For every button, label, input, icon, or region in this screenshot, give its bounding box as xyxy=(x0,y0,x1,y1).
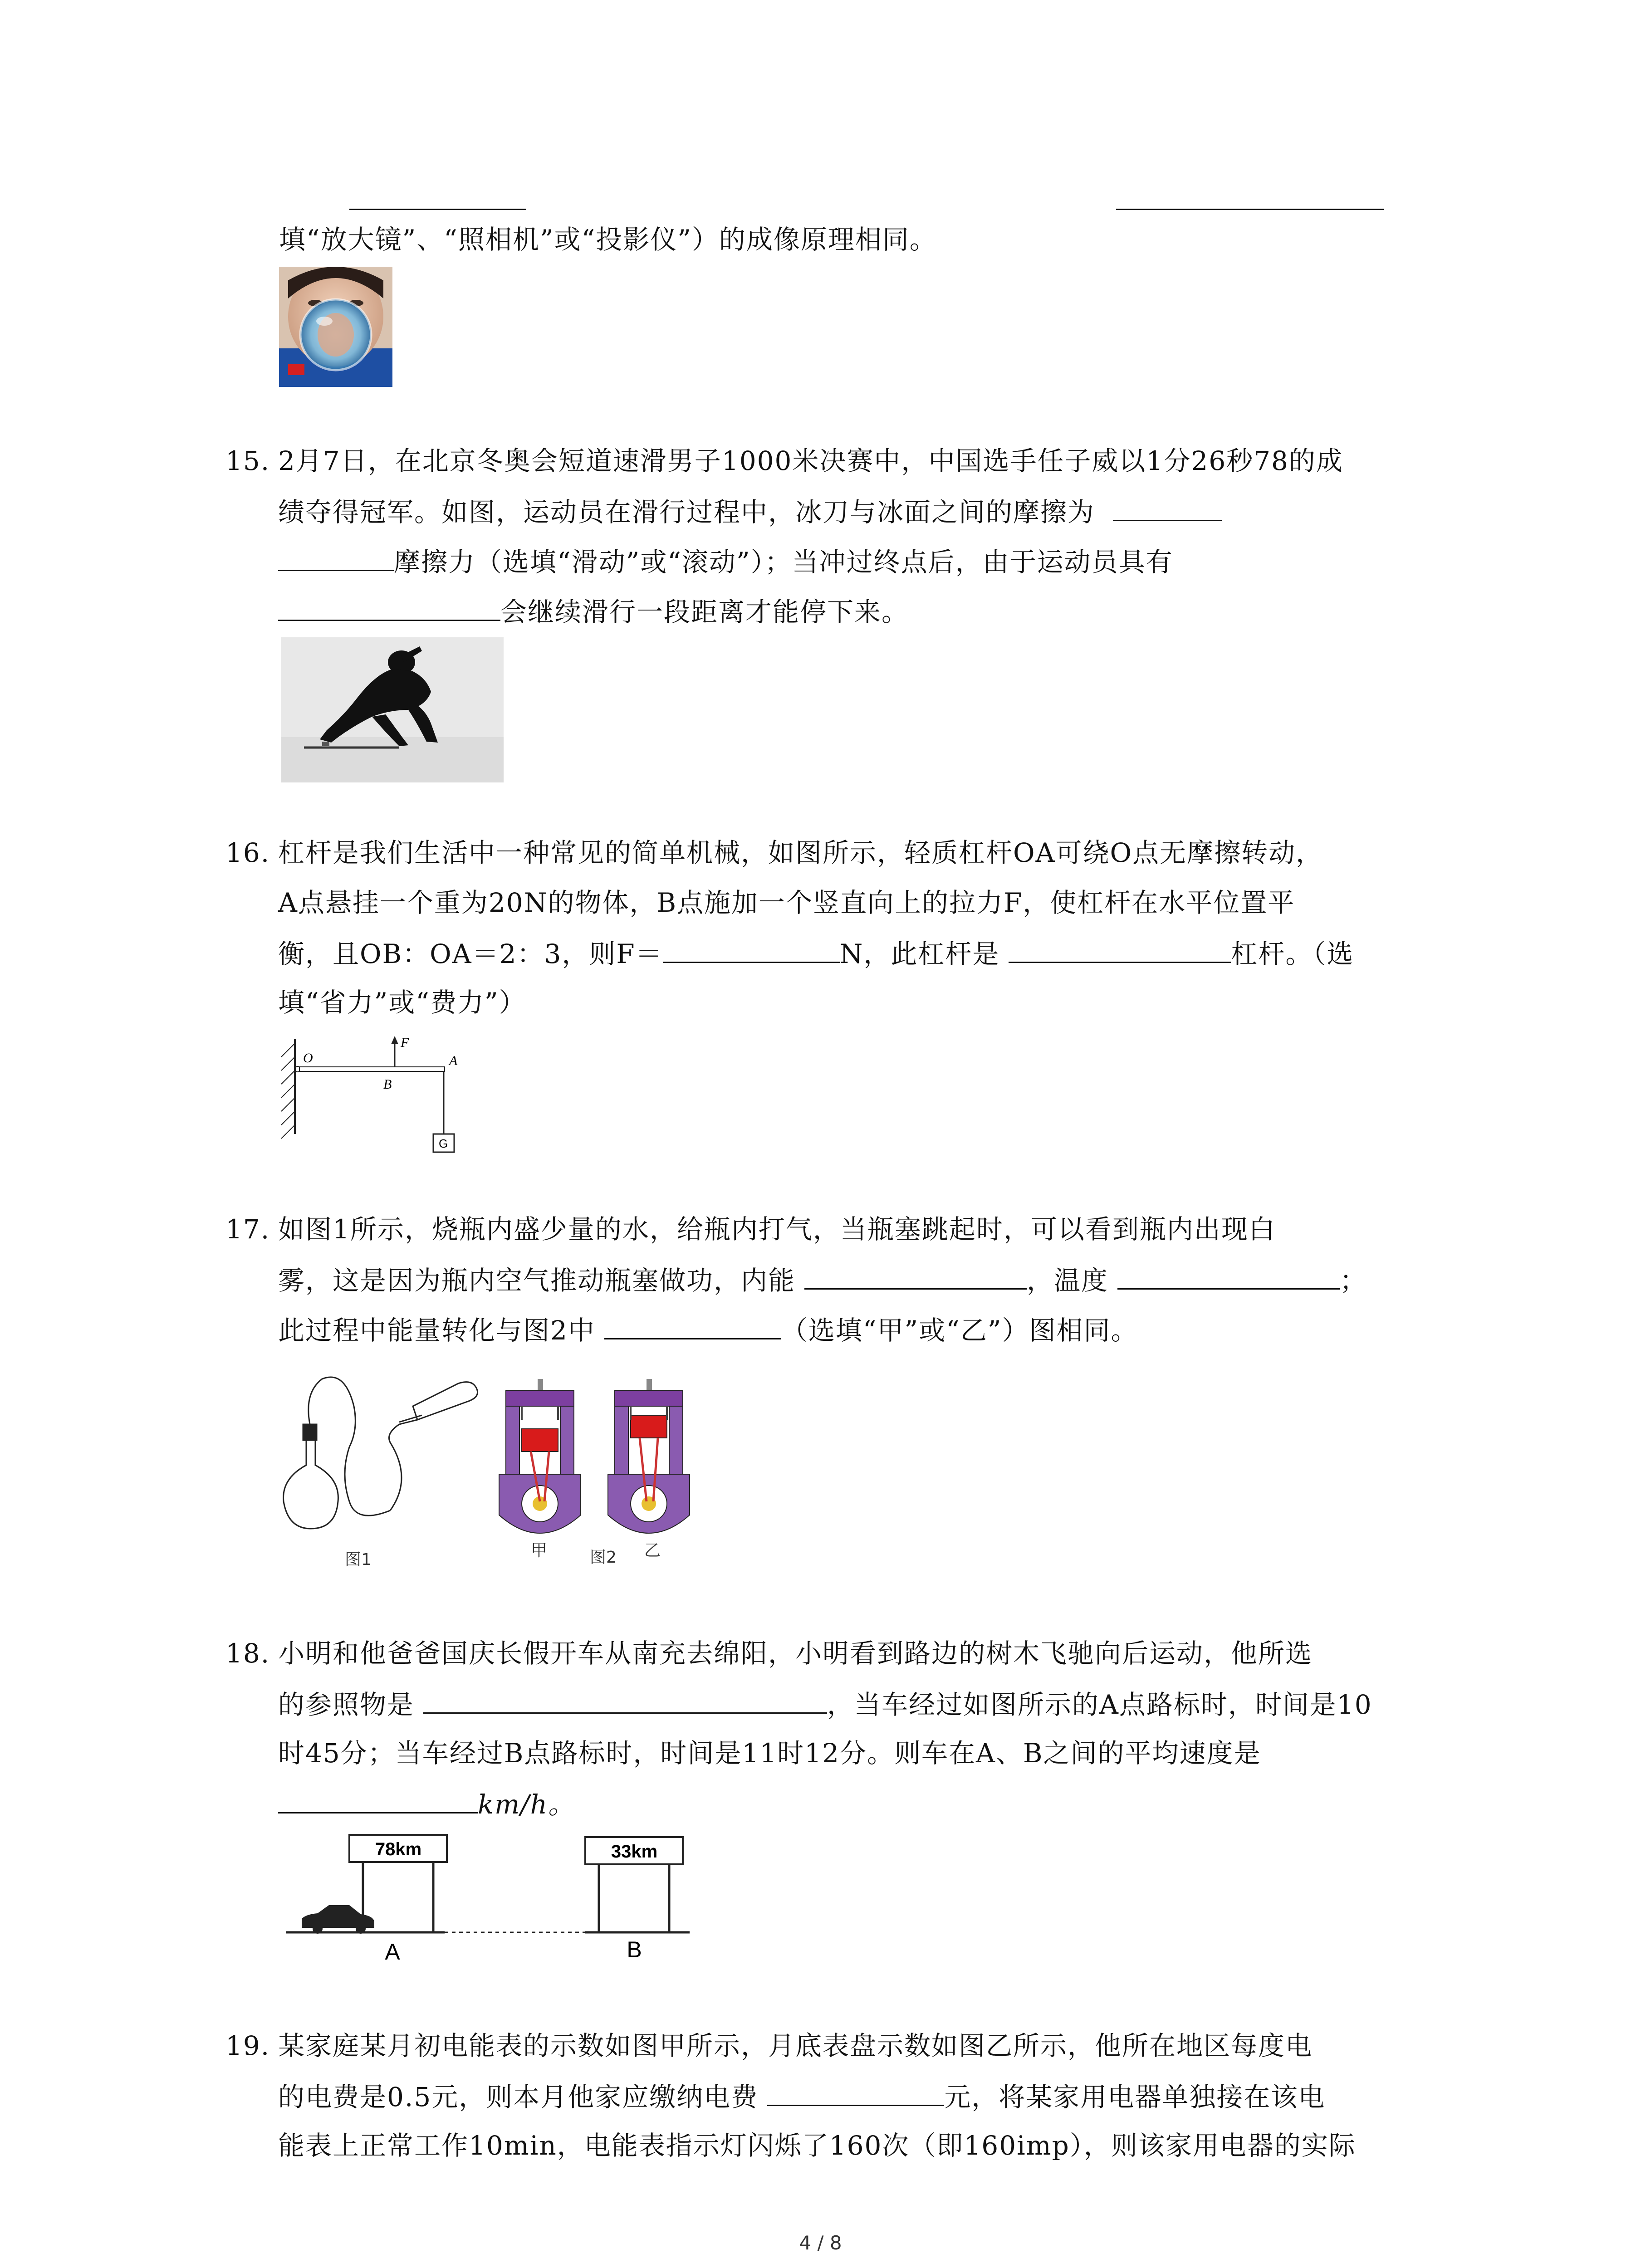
q17-blank-energy[interactable] xyxy=(804,1261,1027,1290)
page-number: 4 / 8 xyxy=(799,2232,842,2254)
q17-fig2-label: 图2 xyxy=(590,1548,617,1567)
q18-line2 xyxy=(278,1685,1372,1723)
q15-text1: 2月7日，在北京冬奥会短道速滑男子1000米决赛中，中国选手任子威以1分26秒78的成 xyxy=(278,445,1343,476)
q15-line1 xyxy=(225,443,1343,479)
q17-text2c: ； xyxy=(1340,1265,1367,1296)
q16-label-A: A xyxy=(449,1053,458,1068)
q18-text1: 小明和他爸爸国庆长假开车从南充去绵阳，小明看到路边的树木飞驰向后运动，他所选 xyxy=(278,1638,1313,1669)
q15-blank-2[interactable] xyxy=(278,592,500,621)
q17-text3a: 此过程中能量转化与图2中 xyxy=(278,1315,595,1346)
q17-engine-yi xyxy=(608,1379,690,1533)
q18-blank-speed[interactable] xyxy=(278,1785,478,1813)
q19-line3: 能表上正常工作10min，电能表指示灯闪烁了160次（即160imp），则该家用电器的实际 xyxy=(278,2130,1356,2161)
q15-line4 xyxy=(278,592,909,630)
q18-line3: 时45分；当车经过B点路标时，时间是11时12分。则车在A、B之间的平均速度是 xyxy=(278,1738,1261,1769)
q16-blank-type[interactable] xyxy=(1009,934,1231,963)
q19-line2 xyxy=(278,2077,1325,2115)
q16-label-B: B xyxy=(383,1077,392,1092)
q17-line2 xyxy=(278,1261,1367,1299)
q15-skater-figure xyxy=(281,637,504,784)
q15-line3 xyxy=(278,543,1173,580)
q14-blank-a[interactable] xyxy=(349,181,526,219)
q16-number: 16. xyxy=(225,837,270,868)
q14-blank-b[interactable] xyxy=(1116,181,1384,219)
q18-sign-a-text: 78km xyxy=(375,1839,422,1859)
q18-road-figure xyxy=(281,1823,708,1970)
q16-text1: 杠杆是我们生活中一种常见的简单机械，如图所示，轻质杠杆OA可绕O点无摩擦转动， xyxy=(278,837,1323,868)
q16-line2: A点悬挂一个重为20N的物体，B点施加一个竖直向上的拉力F，使杠杆在水平位置平 xyxy=(278,887,1295,918)
q18-unit: km/h。 xyxy=(478,1789,576,1820)
q17-flask-figure xyxy=(284,1377,478,1529)
q19-blank-fee[interactable] xyxy=(767,2077,944,2106)
q15-blank-1a[interactable] xyxy=(1113,493,1222,521)
q17-line3 xyxy=(278,1311,1138,1349)
q17-text2a: 雾，这是因为瓶内空气推动瓶塞做功，内能 xyxy=(278,1265,796,1296)
q18-line1 xyxy=(225,1635,1313,1672)
q16-line4: 填“省力”或“费力”） xyxy=(278,987,526,1018)
q17-text2b: ，温度 xyxy=(1027,1265,1109,1296)
q18-blank-reference[interactable] xyxy=(423,1685,827,1714)
q17-text3b: （选填“甲”或“乙”）图相同。 xyxy=(781,1315,1138,1346)
q18-line4 xyxy=(278,1785,575,1823)
q17-yi-label: 乙 xyxy=(644,1541,661,1560)
q19-text2b: 元，将某家用电器单独接在该电 xyxy=(944,2082,1326,2112)
q17-jia-label: 甲 xyxy=(531,1541,548,1560)
q16-label-G: G xyxy=(439,1137,448,1150)
q18-text2a: 的参照物是 xyxy=(278,1689,415,1720)
q17-fig1-label: 图1 xyxy=(345,1550,372,1569)
q16-text3c: 杠杆。（选 xyxy=(1231,938,1354,969)
q16-lever-figure xyxy=(272,1030,472,1168)
q17-figures xyxy=(277,1365,744,1571)
q16-text3a: 衡，且OB：OA＝2：3，则F＝ xyxy=(278,938,663,969)
q15-text4: 会继续滑行一段距离才能停下来。 xyxy=(500,596,909,627)
q18-number: 18. xyxy=(225,1638,270,1669)
q17-text1: 如图1所示，烧瓶内盛少量的水，给瓶内打气，当瓶塞跳起时，可以看到瓶内出现白 xyxy=(278,1214,1276,1245)
q15-number: 15. xyxy=(225,445,270,476)
q15-blank-1b[interactable] xyxy=(278,543,394,571)
q19-text1: 某家庭某月初电能表的示数如图甲所示，月底表盘示数如图乙所示，他所在地区每度电 xyxy=(278,2030,1313,2061)
q15-line2 xyxy=(278,493,1222,530)
q16-line1 xyxy=(225,835,1323,871)
q17-blank-figure[interactable] xyxy=(604,1311,781,1339)
q16-label-F: F xyxy=(401,1035,409,1050)
q14-photo xyxy=(279,267,392,389)
q19-line1 xyxy=(225,2028,1313,2064)
q15-text2: 绩夺得冠军。如图，运动员在滑行过程中，冰刀与冰面之间的摩擦为 xyxy=(278,497,1095,528)
q15-text3: 摩擦力（选填“滑动”或“滚动”）；当冲过终点后，由于运动员具有 xyxy=(394,547,1173,577)
q17-blank-temp[interactable] xyxy=(1117,1261,1340,1290)
q18-label-b: B xyxy=(627,1937,642,1962)
q16-line3 xyxy=(278,934,1354,972)
q19-number: 19. xyxy=(225,2030,270,2061)
q18-text2b: ，当车经过如图所示的A点路标时，时间是10 xyxy=(827,1689,1372,1720)
q19-text2a: 的电费是0.5元，则本月他家应缴纳电费 xyxy=(278,2082,759,2112)
q17-engine-jia xyxy=(499,1379,581,1533)
q17-line1 xyxy=(225,1211,1276,1247)
q18-sign-b-text: 33km xyxy=(611,1842,658,1862)
q16-blank-force[interactable] xyxy=(663,934,840,963)
q17-number: 17. xyxy=(225,1214,270,1245)
q16-label-O: O xyxy=(303,1051,313,1066)
q18-label-a: A xyxy=(385,1939,400,1965)
q14-line1: 填“放大镜”、“照相机”或“投影仪”）的成像原理相同。 xyxy=(279,224,937,255)
q16-text3b: N，此杠杆是 xyxy=(839,938,1000,969)
